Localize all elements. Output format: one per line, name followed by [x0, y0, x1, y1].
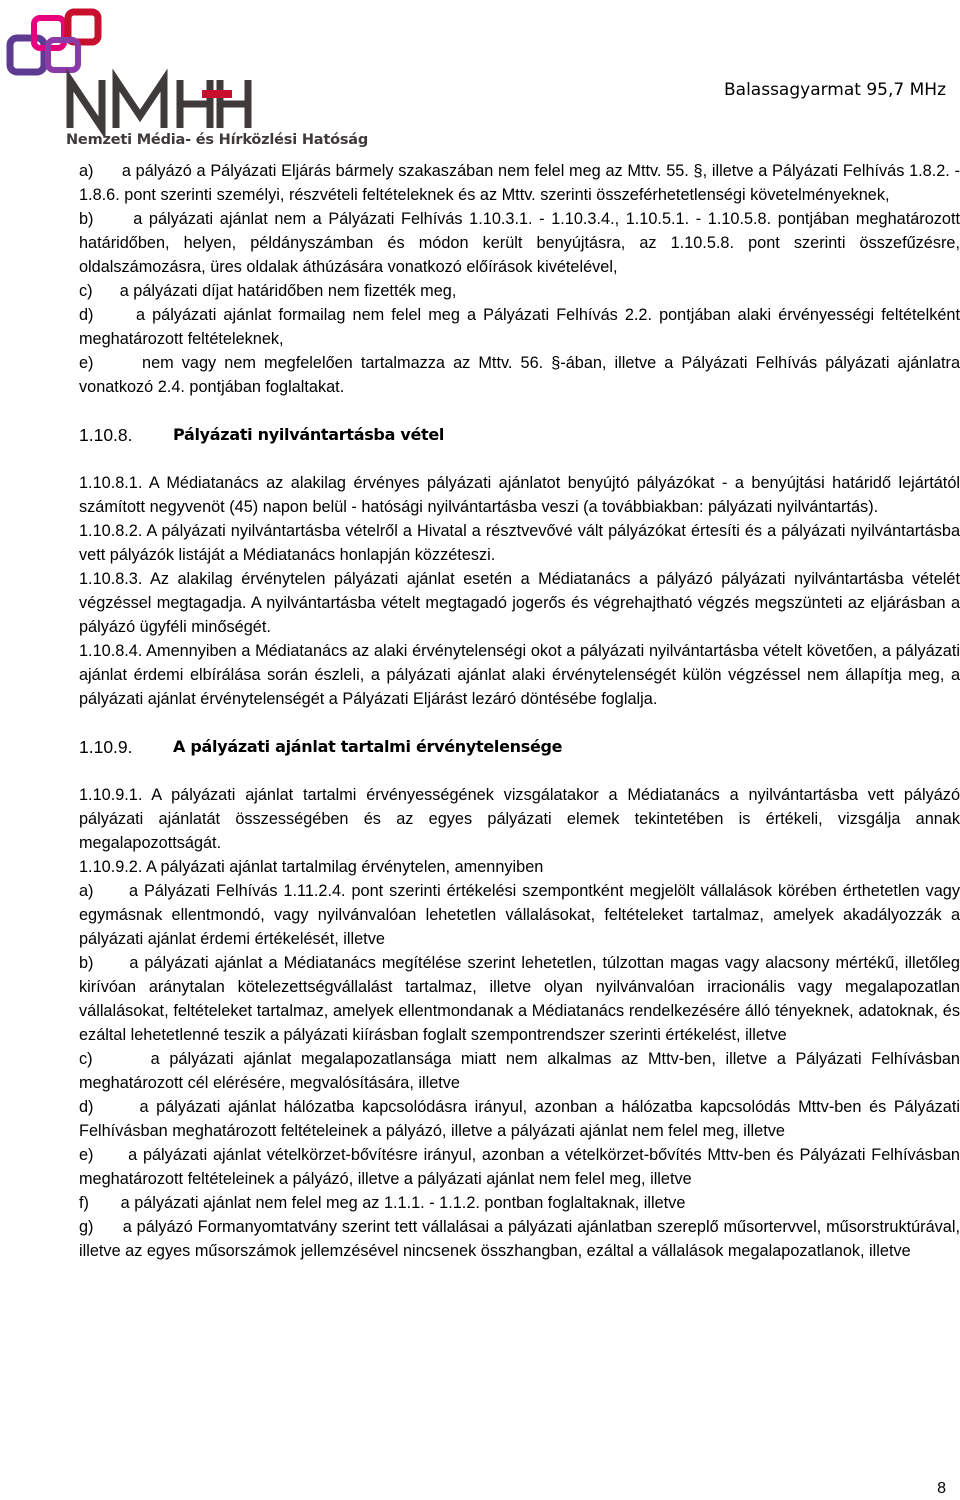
list-item-a: a) a pályázó a Pályázati Eljárás bármely szakaszában nem felel meg az Mttv. 55. §, illetve a Pályázati Felhívás 1.8.2. - 1.8.6. pont szerinti személyi, részvételi feltételeknek és az Mttv. szerinti összeférhetetlenségi követelményeknek,: [79, 162, 960, 204]
logo-caption: Nemzeti Média- és Hírközlési Hatóság: [66, 132, 369, 148]
list-item-c: c) a pályázati ajánlat megalapozatlansága miatt nem alkalmas az Mttv-ben, illetve a Pályázati Felhívásban meghatározott cél elérésére, megvalósítására, illetve: [79, 1050, 960, 1092]
spacer: [79, 759, 960, 783]
station-header: Balassagyarmat 95,7 MHz: [724, 80, 946, 100]
list-item-a: a) a Pályázati Felhívás 1.11.2.4. pont szerinti értékelési szempontként megjelölt vállalások körében érthetetlen vagy egymásnak ellentmondó, vagy nyilvánvalóan lehetetlen vállalásokat, feltételeket tartalmaz, amelyek akadályozzák a pályázati ajánlat érdemi értékelését, illetve: [79, 882, 960, 948]
list-item-g: g) a pályázó Formanyomtatvány szerint tett vállalásai a pályázati ajánlatban szereplő műsortervvel, műsorstruktúrával, illetve az egyes műsorszámok jellemzésével nincsenek összhangban, ezáltal a vállalások megalapozatlanok, illetve: [79, 1218, 960, 1260]
section-title: Pályázati nyilvántartásba vétel: [173, 425, 445, 444]
paragraph-11084: 1.10.8.4. Amennyiben a Médiatanács az alaki érvénytelenségi okot a pályázati nyilvántartásba vételt követően, a pályázati ajánlat érdemi elbírálása során észleli, a pályázati ajánlat alaki érvénytelenségét külön végzéssel nem állapítja meg, a pályázati ajánlat érvénytelenségét a Pályázati Eljárást lezáró döntésébe foglalja.: [79, 642, 960, 708]
nmhh-logo-graphic: [4, 6, 364, 136]
section-number: 1.10.9.: [79, 737, 133, 757]
list-item-d: d) a pályázati ajánlat formailag nem felel meg a Pályázati Felhívás 2.2. pontjában alaki érvényességi feltételként meghatározott feltételeknek,: [79, 306, 960, 348]
list-item-b: b) a pályázati ajánlat nem a Pályázati Felhívás 1.10.3.1. - 1.10.3.4., 1.10.5.1. - 1.10.5.8. pontjában meghatározott határidőben, helyen, példányszámban és módon került benyújtásra, az 1.10.5.8. pont szerinti összefűzésre, oldalszámozásra, üres oldalak áthúzására vonatkozó előírások kivételével,: [79, 210, 960, 276]
section-number: 1.10.8.: [79, 425, 133, 445]
spacer: [79, 711, 960, 735]
list-item-c: c) a pályázati díjat határidőben nem fizették meg,: [79, 282, 457, 300]
list-item-b: b) a pályázati ajánlat a Médiatanács megítélése szerint lehetetlen, túlzottan magas vagy alacsony mértékű, illetőleg kirívóan aránytalan kötelezettségvállalást tartalmaz, illetve olyan nyilvánvalóan irracionális vagy megalapozatlan vállalásokat, feltételeket tartalmaz, amelyek ellentmondanak a Médiatanács rendelkezésére álló tényeknek, adatoknak, és ezáltal lehetetlenné teszik a pályázati kiírásban foglalt szempontrendszer szerinti értékelést, illetve: [79, 954, 960, 1044]
section-heading-1109: [79, 735, 960, 759]
paragraph-11091: 1.10.9.1. A pályázati ajánlat tartalmi érvényességének vizsgálatakor a Médiatanács a nyilvántartásba vett pályázó pályázati ajánlatát összességében és az egyes pályázati elemek tekintetében is értékeli, vizsgálja annak megalapozottságát.: [79, 786, 960, 852]
spacer: [79, 399, 960, 423]
paragraph-11092: 1.10.9.2. A pályázati ajánlat tartalmilag érvénytelen, amennyiben: [79, 858, 544, 876]
page-number: 8: [937, 1480, 946, 1497]
paragraph-11081: 1.10.8.1. A Médiatanács az alakilag érvényes pályázati ajánlatot benyújtó pályázókat - a benyújtási határidő lejártától számított negyvenöt (45) napon belül - hatósági nyilvántartásba veszi (a továbbiakban: pályázati nyilvántartás).: [79, 474, 960, 516]
paragraph-11082: 1.10.8.2. A pályázati nyilvántartásba vételről a Hivatal a résztvevővé vált pályázókat értesíti és a pályázati nyilvántartásba vett pályázók listáját a Médiatanács honlapján közzéteszi.: [79, 522, 960, 564]
spacer: [79, 447, 960, 471]
document-body: [79, 159, 960, 1263]
section-heading-1108: [79, 423, 960, 447]
section-title: A pályázati ajánlat tartalmi érvénytelensége: [173, 737, 563, 756]
list-item-f: f) a pályázati ajánlat nem felel meg az 1.1.1. - 1.1.2. pontban foglaltaknak, illetve: [79, 1194, 686, 1212]
paragraph-11083: 1.10.8.3. Az alakilag érvénytelen pályázati ajánlat esetén a Médiatanács a pályázó pályázati nyilvántartásba vételét végzéssel megtagadja. A nyilvántartásba vételt megtagadó jogerős és végrehajtható végzés megszünteti az eljárásban a pályázó ügyféli minőségét.: [79, 570, 960, 636]
list-item-e: e) nem vagy nem megfelelően tartalmazza az Mttv. 56. §-ában, illetve a Pályázati Felhívás pályázati ajánlatra vonatkozó 2.4. pontjában foglaltakat.: [79, 354, 960, 396]
list-item-e: e) a pályázati ajánlat vételkörzet-bővítésre irányul, azonban a vételkörzet-bővítés Mttv-ben és Pályázati Felhívásban meghatározott feltételeinek a pályázó, illetve a pályázati ajánlat nem felel meg, illetve: [79, 1146, 960, 1188]
list-item-d: d) a pályázati ajánlat hálózatba kapcsolódásra irányul, azonban a hálózatba kapcsolódás Mttv-ben és Pályázati Felhívásban meghatározott feltételeinek a pályázó, illetve a pályázati ajánlat nem felel meg, illetve: [79, 1098, 960, 1140]
